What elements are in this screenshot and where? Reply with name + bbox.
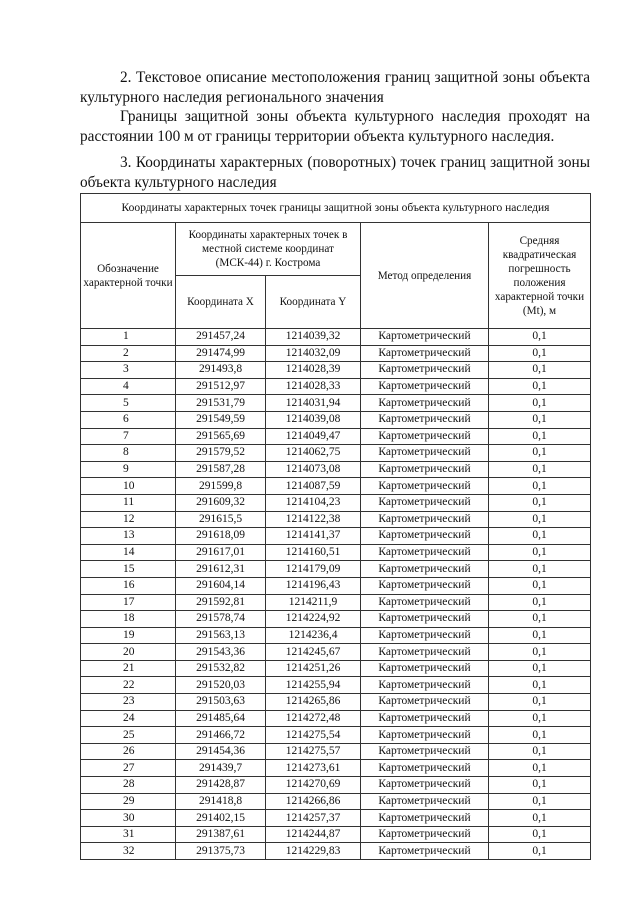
coord-x: 291387,61	[176, 826, 266, 843]
mt-value: 0,1	[489, 760, 591, 777]
section3-heading-text: 3. Координаты характерных (поворотных) точек границ защитной зоны объекта культурного наследия	[80, 154, 590, 191]
coord-y: 1214196,43	[266, 577, 361, 594]
coord-x: 291375,73	[176, 843, 266, 860]
coord-x: 291563,13	[176, 627, 266, 644]
point-number: 18	[81, 611, 176, 628]
point-number: 6	[81, 411, 176, 428]
coord-x: 291466,72	[176, 727, 266, 744]
coord-y: 1214141,37	[266, 528, 361, 545]
coord-y: 1214236,4	[266, 627, 361, 644]
point-number: 29	[81, 793, 176, 810]
coord-x: 291579,52	[176, 445, 266, 462]
coord-x: 291457,24	[176, 329, 266, 346]
point-number: 22	[81, 677, 176, 694]
point-number: 8	[81, 445, 176, 462]
method: Картометрический	[361, 810, 489, 827]
method: Картометрический	[361, 694, 489, 711]
point-number: 5	[81, 395, 176, 412]
mt-value: 0,1	[489, 345, 591, 362]
method: Картометрический	[361, 528, 489, 545]
mt-value: 0,1	[489, 445, 591, 462]
coord-x: 291604,14	[176, 577, 266, 594]
mt-value: 0,1	[489, 793, 591, 810]
mt-value: 0,1	[489, 743, 591, 760]
mt-value: 0,1	[489, 494, 591, 511]
coord-x: 291617,01	[176, 544, 266, 561]
section2-text	[80, 107, 590, 146]
coord-y: 1214087,59	[266, 478, 361, 495]
mt-value: 0,1	[489, 727, 591, 744]
point-number: 25	[81, 727, 176, 744]
coord-y: 1214266,86	[266, 793, 361, 810]
table-row	[81, 594, 591, 611]
table-row	[81, 478, 591, 495]
method: Картометрический	[361, 362, 489, 379]
table-row	[81, 727, 591, 744]
table-row	[81, 528, 591, 545]
coord-x: 291612,31	[176, 561, 266, 578]
method: Картометрический	[361, 760, 489, 777]
method: Картометрический	[361, 445, 489, 462]
point-number: 16	[81, 577, 176, 594]
mt-value: 0,1	[489, 411, 591, 428]
table-body	[81, 329, 591, 860]
point-number: 2	[81, 345, 176, 362]
table-row	[81, 843, 591, 860]
method: Картометрический	[361, 677, 489, 694]
coord-y: 1214265,86	[266, 694, 361, 711]
coord-y: 1214272,48	[266, 710, 361, 727]
point-number: 3	[81, 362, 176, 379]
method: Картометрический	[361, 428, 489, 445]
coord-x: 291592,81	[176, 594, 266, 611]
mt-value: 0,1	[489, 777, 591, 794]
mt-value: 0,1	[489, 843, 591, 860]
coord-y: 1214122,38	[266, 511, 361, 528]
table-row	[81, 428, 591, 445]
mt-value: 0,1	[489, 611, 591, 628]
point-number: 7	[81, 428, 176, 445]
point-number: 19	[81, 627, 176, 644]
table-row	[81, 395, 591, 412]
mt-value: 0,1	[489, 428, 591, 445]
coord-y: 1214028,33	[266, 378, 361, 395]
point-number: 13	[81, 528, 176, 545]
coord-x: 291428,87	[176, 777, 266, 794]
mt-value: 0,1	[489, 478, 591, 495]
coord-y: 1214273,61	[266, 760, 361, 777]
coord-x: 291618,09	[176, 528, 266, 545]
coord-x: 291439,7	[176, 760, 266, 777]
header-coords: Координаты характерных точек в местной системе координат (МСК-44) г. Кострома	[176, 223, 361, 276]
table-row	[81, 544, 591, 561]
coord-y: 1214255,94	[266, 677, 361, 694]
method: Картометрический	[361, 411, 489, 428]
coord-y: 1214270,69	[266, 777, 361, 794]
method: Картометрический	[361, 478, 489, 495]
table-row	[81, 511, 591, 528]
table-row	[81, 826, 591, 843]
mt-value: 0,1	[489, 561, 591, 578]
header-method: Метод определения	[361, 223, 489, 329]
mt-value: 0,1	[489, 362, 591, 379]
point-number: 28	[81, 777, 176, 794]
method: Картометрический	[361, 710, 489, 727]
coord-x: 291578,74	[176, 611, 266, 628]
method: Картометрический	[361, 577, 489, 594]
coord-x: 291549,59	[176, 411, 266, 428]
table-row	[81, 345, 591, 362]
coord-y: 1214251,26	[266, 660, 361, 677]
coord-x: 291615,5	[176, 511, 266, 528]
table-row	[81, 660, 591, 677]
point-number: 30	[81, 810, 176, 827]
method: Картометрический	[361, 378, 489, 395]
mt-value: 0,1	[489, 461, 591, 478]
method: Картометрический	[361, 793, 489, 810]
coord-y: 1214224,92	[266, 611, 361, 628]
coord-x: 291587,28	[176, 461, 266, 478]
point-number: 21	[81, 660, 176, 677]
table-row	[81, 362, 591, 379]
coord-y: 1214028,39	[266, 362, 361, 379]
coord-y: 1214104,23	[266, 494, 361, 511]
coord-y: 1214049,47	[266, 428, 361, 445]
coord-y: 1214275,57	[266, 743, 361, 760]
header-point: Обозначение характерной точки	[81, 223, 176, 329]
table-row	[81, 710, 591, 727]
point-number: 17	[81, 594, 176, 611]
section3-heading	[80, 153, 590, 192]
table-row	[81, 329, 591, 346]
mt-value: 0,1	[489, 660, 591, 677]
table-title: Координаты характерных точек границы защитной зоны объекта культурного наследия	[81, 194, 591, 223]
point-number: 1	[81, 329, 176, 346]
method: Картометрический	[361, 627, 489, 644]
point-number: 23	[81, 694, 176, 711]
table-row	[81, 445, 591, 462]
method: Картометрический	[361, 743, 489, 760]
coord-y: 1214257,37	[266, 810, 361, 827]
mt-value: 0,1	[489, 528, 591, 545]
method: Картометрический	[361, 611, 489, 628]
coord-x: 291512,97	[176, 378, 266, 395]
method: Картометрический	[361, 329, 489, 346]
table-row	[81, 743, 591, 760]
mt-value: 0,1	[489, 694, 591, 711]
coord-y: 1214039,08	[266, 411, 361, 428]
table-row	[81, 777, 591, 794]
mt-value: 0,1	[489, 378, 591, 395]
table-row	[81, 461, 591, 478]
coord-y: 1214229,83	[266, 843, 361, 860]
section2-heading	[80, 68, 590, 107]
coord-y: 1214073,08	[266, 461, 361, 478]
coord-x: 291485,64	[176, 710, 266, 727]
header-x: Координата X	[176, 276, 266, 329]
method: Картометрический	[361, 826, 489, 843]
coord-x: 291609,32	[176, 494, 266, 511]
method: Картометрический	[361, 727, 489, 744]
method: Картометрический	[361, 594, 489, 611]
coord-y: 1214039,32	[266, 329, 361, 346]
mt-value: 0,1	[489, 594, 591, 611]
section2-body-text: Границы защитной зоны объекта культурного наследия проходят на расстоянии 100 м от границы территории объекта культурного наследия.	[80, 108, 590, 145]
point-number: 26	[81, 743, 176, 760]
mt-value: 0,1	[489, 511, 591, 528]
coord-y: 1214211,9	[266, 594, 361, 611]
table-row	[81, 694, 591, 711]
coord-y: 1214160,51	[266, 544, 361, 561]
mt-value: 0,1	[489, 677, 591, 694]
table-row	[81, 494, 591, 511]
method: Картометрический	[361, 544, 489, 561]
table-row	[81, 677, 591, 694]
mt-value: 0,1	[489, 329, 591, 346]
mt-value: 0,1	[489, 710, 591, 727]
point-number: 4	[81, 378, 176, 395]
coord-y: 1214244,87	[266, 826, 361, 843]
point-number: 31	[81, 826, 176, 843]
method: Картометрический	[361, 494, 489, 511]
table-row	[81, 810, 591, 827]
table-row	[81, 577, 591, 594]
method: Картометрический	[361, 777, 489, 794]
table-row	[81, 760, 591, 777]
point-number: 9	[81, 461, 176, 478]
table-row	[81, 627, 591, 644]
method: Картометрический	[361, 644, 489, 661]
coord-y: 1214245,67	[266, 644, 361, 661]
point-number: 32	[81, 843, 176, 860]
mt-value: 0,1	[489, 627, 591, 644]
method: Картометрический	[361, 461, 489, 478]
coord-x: 291520,03	[176, 677, 266, 694]
table-row	[81, 644, 591, 661]
point-number: 15	[81, 561, 176, 578]
method: Картометрический	[361, 395, 489, 412]
coord-x: 291418,8	[176, 793, 266, 810]
section2-heading-text: 2. Текстовое описание местоположения границ защитной зоны объекта культурного наследия регионального значения	[80, 69, 590, 106]
table-row	[81, 378, 591, 395]
mt-value: 0,1	[489, 544, 591, 561]
coord-y: 1214275,54	[266, 727, 361, 744]
coord-x: 291543,36	[176, 644, 266, 661]
coord-x: 291565,69	[176, 428, 266, 445]
table-row	[81, 793, 591, 810]
coord-y: 1214062,75	[266, 445, 361, 462]
coord-x: 291532,82	[176, 660, 266, 677]
coord-y: 1214179,09	[266, 561, 361, 578]
mt-value: 0,1	[489, 810, 591, 827]
table-row	[81, 561, 591, 578]
point-number: 11	[81, 494, 176, 511]
method: Картометрический	[361, 660, 489, 677]
point-number: 27	[81, 760, 176, 777]
method: Картометрический	[361, 345, 489, 362]
point-number: 12	[81, 511, 176, 528]
table-row	[81, 611, 591, 628]
mt-value: 0,1	[489, 395, 591, 412]
coord-x: 291493,8	[176, 362, 266, 379]
mt-value: 0,1	[489, 826, 591, 843]
coord-x: 291599,8	[176, 478, 266, 495]
coord-x: 291503,63	[176, 694, 266, 711]
point-number: 10	[81, 478, 176, 495]
coord-y: 1214031,94	[266, 395, 361, 412]
point-number: 14	[81, 544, 176, 561]
coord-y: 1214032,09	[266, 345, 361, 362]
method: Картометрический	[361, 561, 489, 578]
header-mt: Средняя квадратическая погрешность положения характерной точки (Mt), м	[489, 223, 591, 329]
coord-x: 291474,99	[176, 345, 266, 362]
coord-x: 291402,15	[176, 810, 266, 827]
table-row	[81, 411, 591, 428]
mt-value: 0,1	[489, 577, 591, 594]
coord-x: 291454,36	[176, 743, 266, 760]
point-number: 20	[81, 644, 176, 661]
mt-value: 0,1	[489, 644, 591, 661]
point-number: 24	[81, 710, 176, 727]
coordinates-table	[80, 193, 591, 860]
coord-x: 291531,79	[176, 395, 266, 412]
header-y: Координата Y	[266, 276, 361, 329]
method: Картометрический	[361, 511, 489, 528]
method: Картометрический	[361, 843, 489, 860]
